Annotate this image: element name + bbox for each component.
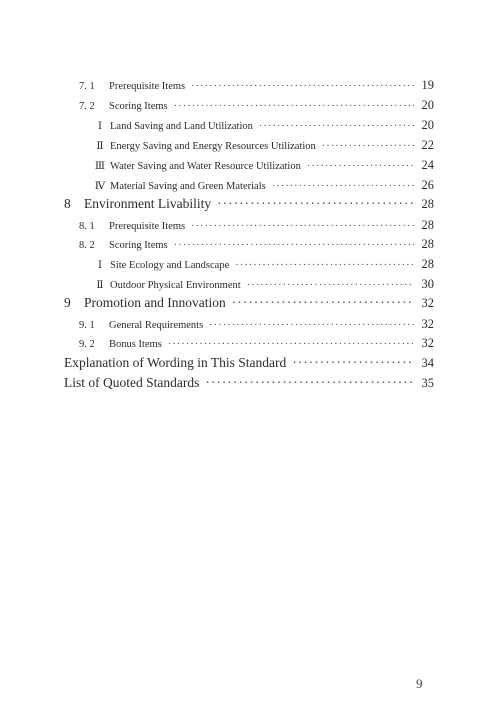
toc-entry-title: Outdoor Physical Environment [110,280,241,291]
toc-entry-page: 28 [421,257,434,271]
toc-entry-page: 34 [421,356,434,370]
toc-entry-7-2-iii [90,158,434,173]
toc-entry-page: 26 [421,178,434,192]
toc-leader-dots [247,280,414,291]
toc-entry-number: 8. 1 [79,221,95,232]
toc-entry-number: 7. 1 [79,81,95,92]
toc-entry-title: Environment Livability [84,196,212,211]
toc-leader-dots [191,81,414,92]
toc-leader-dots [259,121,414,132]
toc-entry-title: Material Saving and Green Materials [110,181,266,192]
toc-entry-number: Ⅱ [96,141,104,152]
toc-entry-page: 32 [421,336,434,350]
toc-leader-dots [307,161,414,172]
toc-leader-dots [191,221,414,232]
toc-entry-page: 35 [421,376,434,390]
toc-entry-page: 20 [421,98,434,112]
toc-entry-explanation-of-wording [64,355,434,371]
toc-entry-title: Prerequisite Items [109,221,186,232]
toc-entry-8-2 [79,237,434,252]
toc-entry-page: 19 [421,78,434,92]
toc-entry-number: Ⅳ [94,181,106,192]
toc-entry-number: Ⅲ [94,161,106,172]
toc-leader-dots [174,240,414,251]
toc-entry-7-2-iv [90,178,434,193]
toc-entry-title: List of Quoted Standards [64,375,200,390]
toc-entry-8-2-ii [90,277,434,292]
toc-entry-page: 32 [421,317,434,331]
toc-leader-dots [272,181,414,192]
toc-entry-title: Energy Saving and Energy Resources Utilization [110,141,316,152]
toc-entry-9 [64,295,434,311]
toc-leader-dots [292,355,414,371]
toc-leader-dots [174,101,414,112]
toc-entry-title: Explanation of Wording in This Standard [64,355,287,370]
toc-entry-page: 24 [421,158,434,172]
toc-leader-dots [217,196,414,212]
toc-entry-title: General Requirements [109,320,204,331]
toc-entry-number: Ⅱ [96,280,104,291]
toc-entry-9-1 [79,317,434,332]
toc-entry-page: 28 [421,237,434,251]
toc-entry-title: Scoring Items [109,240,168,251]
toc-entry-list-of-quoted-standards [64,375,434,391]
toc-entry-number: Ⅰ [97,260,103,271]
toc-entry-8-2-i [90,257,434,272]
toc-entry-page: 28 [421,197,434,211]
toc-leader-dots [235,260,414,271]
toc-entry-page: 30 [421,277,434,291]
toc-leader-dots [232,295,414,311]
toc-entry-7-1 [79,78,434,93]
toc-entry-title: Land Saving and Land Utilization [110,121,253,132]
toc-entry-title: Scoring Items [109,101,168,112]
toc-entry-8 [64,196,434,212]
toc-entry-title: Site Ecology and Landscape [110,260,230,271]
toc-entry-page: 20 [421,118,434,132]
toc-entry-7-2-ii [90,138,434,153]
toc-entry-title: Prerequisite Items [109,81,186,92]
toc-entry-number: 8. 2 [79,240,95,251]
toc-entry-page: 32 [421,296,434,310]
toc-entry-title: Bonus Items [109,339,162,350]
toc-entry-title: Water Saving and Water Resource Utilization [110,161,301,172]
toc-entry-page: 28 [421,218,434,232]
toc-entry-page: 22 [421,138,434,152]
toc-entry-8-1 [79,218,434,233]
toc-entry-7-2 [79,98,434,113]
toc-leader-dots [322,141,414,152]
toc-entry-number: Ⅰ [97,121,103,132]
toc-leader-dots [205,375,414,391]
toc-leader-dots [209,320,414,331]
toc-leader-dots [168,339,414,350]
toc-entry-number: 9. 2 [79,339,95,350]
toc-entry-number: 7. 2 [79,101,95,112]
toc-entry-number: 9 [64,295,71,310]
page-number: 9 [416,676,423,691]
toc-entry-number: 9. 1 [79,320,95,331]
toc-entry-number: 8 [64,196,71,211]
toc-entry-7-2-i [90,118,434,133]
toc-entry-9-2 [79,336,434,351]
toc-entry-title: Promotion and Innovation [84,295,226,310]
